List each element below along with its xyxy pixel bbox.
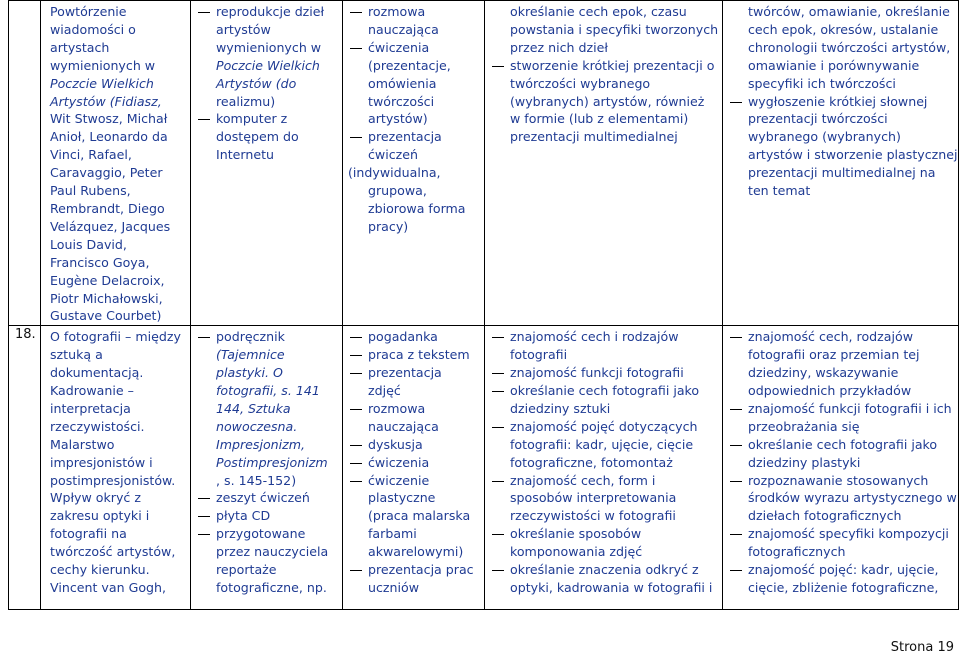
text-line: (praca malarska	[368, 508, 471, 524]
text-line: wybranego (wybranych)	[748, 129, 901, 145]
text-line: fotografii, s. 141	[216, 383, 320, 399]
text-line: Wpływ okryć z	[50, 490, 141, 506]
materials-list	[196, 328, 337, 597]
bullet-item: przygotowane	[196, 525, 337, 543]
text-line: Gustave Courbet)	[50, 308, 162, 324]
text-line: cechy kierunku.	[50, 562, 150, 578]
text-line: dziełach fotograficznych	[748, 508, 902, 524]
text-line: postimpresjonistów.	[50, 472, 176, 488]
text-line: Francisco Goya,	[50, 254, 150, 270]
text-line: prezentacji multimedialnej na	[748, 165, 936, 181]
skills-list	[490, 328, 717, 597]
text-line: specyfiki ich twórczości	[748, 75, 896, 91]
curriculum-table	[8, 0, 959, 610]
skills-cell	[485, 1, 723, 326]
text-line: cech epok, okresów, ustalanie	[748, 21, 939, 37]
text-line: Poczcie Wielkich	[50, 75, 154, 91]
outcomes-cell	[723, 326, 959, 610]
page-number: Strona 19	[890, 640, 954, 655]
text-line: rzeczywistości.	[50, 418, 145, 434]
text-line: (wybranych) artystów, również	[510, 93, 705, 109]
text-line: realizmu)	[216, 93, 276, 109]
text-line: Paul Rubens,	[50, 183, 131, 199]
text-line: Impresjonizm,	[216, 436, 306, 452]
bullet-item: określanie cech fotografii jako	[490, 382, 717, 400]
text-line: dziedziny plastyki	[748, 454, 861, 470]
text-line: ćwiczeń	[368, 147, 418, 163]
number-cell	[9, 326, 41, 610]
text-line: (prezentacje,	[368, 57, 451, 73]
text-line: przez nich dzieł	[510, 39, 608, 55]
text-line: omówienia	[368, 75, 437, 91]
text-line: (Tajemnice	[216, 347, 285, 363]
table-row	[9, 326, 959, 610]
text-line: twórców, omawianie, określanie	[748, 4, 950, 19]
bullet-item: płyta CD	[196, 507, 337, 525]
text-line: dziedziny, wskazywanie	[748, 365, 899, 381]
bullet-item: komputer z	[196, 110, 337, 128]
bullet-item: określanie sposobów	[490, 525, 717, 543]
bullet-item: rozmowa	[348, 3, 479, 21]
text-line: plastyczne	[368, 490, 436, 506]
text-line: dokumentacją.	[50, 365, 144, 381]
methods-cell	[343, 326, 485, 610]
text-line: Malarstwo	[50, 436, 115, 452]
topic-cell	[41, 1, 191, 326]
text-line: fotograficzne, fotomontaż	[510, 454, 673, 470]
text-line: artystach	[50, 39, 110, 55]
bullet-item: znajomość cech i rodzajów	[490, 328, 717, 346]
bullet-item: znajomość cech, form i	[490, 472, 717, 490]
text-line: sposobów interpretowania	[510, 490, 677, 506]
bullet-item: prezentacja prac	[348, 561, 479, 579]
text-line: fotografii na	[50, 526, 127, 542]
text-line: 144, Sztuka	[216, 400, 291, 416]
text-line: akwarelowymi)	[368, 544, 464, 560]
bullet-item: znajomość funkcji fotografii i ich	[728, 400, 953, 418]
text-line: Powtórzenie	[50, 4, 127, 19]
row-number: 18.	[15, 327, 36, 343]
text-line: Louis David,	[50, 236, 127, 252]
text-line: dziedziny sztuki	[510, 400, 611, 416]
text-line: nauczająca	[368, 418, 439, 434]
topic-text	[46, 328, 185, 597]
bullet-item: określanie cech fotografii jako	[728, 436, 953, 454]
text-line: Artystów (Fidiasz,	[50, 93, 162, 109]
text-line: ten temat	[748, 183, 811, 199]
text-line: Anioł, Leonardo da	[50, 129, 168, 145]
text-line: artystów i stworzenie plastycznej	[748, 147, 958, 163]
bullet-item: znajomość cech, rodzajów	[728, 328, 953, 346]
text-line: Piotr Michałowski,	[50, 290, 163, 306]
text-line: pracy)	[368, 218, 409, 234]
topic-text	[46, 3, 185, 325]
bullet-item: znajomość funkcji fotografii	[490, 364, 717, 382]
bullet-item: dyskusja	[348, 436, 479, 454]
text-line: Artystów (do	[216, 75, 297, 91]
bullet-item: praca z tekstem	[348, 346, 479, 364]
text-line: twórczość artystów,	[50, 544, 176, 560]
text-line: odpowiednich przykładów	[748, 383, 912, 399]
number-cell	[9, 1, 41, 326]
bullet-item: prezentacja	[348, 364, 479, 382]
bullet-item: ćwiczenia	[348, 454, 479, 472]
text-line: powstania i specyfiki tworzonych	[510, 21, 719, 37]
bullet-item: znajomość specyfiki kompozycji	[728, 525, 953, 543]
text-line: optyki, kadrowania w fotografii i	[510, 580, 713, 595]
bullet-item: znajomość pojęć dotyczących	[490, 418, 717, 436]
text-line: impresjonistów i	[50, 454, 153, 470]
text-line: sztuką a	[50, 347, 103, 363]
text-line: farbami	[368, 526, 417, 542]
bullet-item: ćwiczenia	[348, 39, 479, 57]
bullet-item: rozpoznawanie stosowanych	[728, 472, 953, 490]
text-line: przez nauczyciela	[216, 544, 329, 560]
methods-list	[348, 328, 479, 597]
text-line: artystów)	[368, 111, 428, 127]
bullet-item: prezentacja	[348, 128, 479, 146]
text-line: zbiorowa forma	[368, 200, 466, 216]
text-line: uczniów	[368, 580, 420, 595]
text-line: prezentacji multimedialnej	[510, 129, 678, 145]
materials-cell	[191, 326, 343, 610]
table-row	[9, 1, 959, 326]
text-line: artystów	[216, 21, 271, 37]
text-line: chronologii twórczości artystów,	[748, 39, 951, 55]
text-line: fotografii: kadr, ujęcie, cięcie	[510, 436, 694, 452]
methods-list	[348, 3, 479, 236]
text-line: Velázquez, Jacques	[50, 218, 171, 234]
outcomes-list	[728, 3, 958, 200]
bullet-item: określanie znaczenia odkryć z	[490, 561, 717, 579]
text-line: Caravaggio, Peter	[50, 165, 163, 181]
text-line: (indywidualna,	[348, 165, 441, 181]
text-line: Eugène Delacroix,	[50, 272, 165, 288]
bullet-item: znajomość pojęć: kadr, ujęcie,	[728, 561, 953, 579]
text-line: Rembrandt, Diego	[50, 200, 165, 216]
text-line: fotografii	[510, 347, 568, 363]
bullet-item: rozmowa	[348, 400, 479, 418]
text-line: wymienionych w	[50, 57, 156, 73]
text-line: Vincent van Gogh,	[50, 580, 167, 595]
text-line: środków wyrazu artystycznego w	[748, 490, 957, 506]
text-line: plastyki. O	[216, 365, 283, 381]
materials-cell	[191, 1, 343, 326]
text-line: reportaże	[216, 562, 277, 578]
bullet-item: podręcznik	[196, 328, 337, 346]
skills-list	[490, 3, 717, 146]
text-line: twórczości	[368, 93, 435, 109]
text-line: rzeczywistości w fotografii	[510, 508, 676, 524]
text-line: Vinci, Rafael,	[50, 147, 132, 163]
text-line: fotografii oraz przemian tej	[748, 347, 920, 363]
text-line: twórczości wybranego	[510, 75, 651, 91]
text-line: nauczająca	[368, 21, 439, 37]
materials-list	[196, 3, 337, 164]
bullet-item: wygłoszenie krótkiej słownej	[728, 93, 953, 111]
text-line: Wit Stwosz, Michał	[50, 111, 168, 127]
text-line: w formie (lub z elementami)	[510, 111, 689, 127]
text-line: nowoczesna.	[216, 418, 298, 434]
outcomes-list	[728, 328, 957, 597]
outcomes-cell	[723, 1, 959, 326]
skills-cell	[485, 326, 723, 610]
text-line: cięcie, zbliżenie fotograficzne,	[748, 580, 939, 595]
text-line: Postimpresjonizm	[216, 454, 328, 470]
text-line: , s. 145-152)	[216, 472, 297, 488]
text-line: fotograficzne, np.	[216, 580, 327, 595]
text-line: Poczcie Wielkich	[216, 57, 320, 73]
text-line: przeobrażania się	[748, 418, 860, 434]
text-line: zdjęć	[368, 383, 401, 399]
methods-cell	[343, 1, 485, 326]
text-line: określanie cech epok, czasu	[510, 4, 687, 19]
bullet-item: stworzenie krótkiej prezentacji o	[490, 57, 717, 75]
text-line: wymienionych w	[216, 39, 322, 55]
bullet-item: zeszyt ćwiczeń	[196, 489, 337, 507]
bullet-item: ćwiczenie	[348, 472, 479, 490]
text-line: prezentacji twórczości	[748, 111, 888, 127]
bullet-item: reprodukcje dzieł	[196, 3, 337, 21]
text-line: fotograficznych	[748, 544, 846, 560]
text-line: dostępem do	[216, 129, 299, 145]
topic-cell	[41, 326, 191, 610]
text-line: Kadrowanie –	[50, 383, 134, 399]
bullet-item: pogadanka	[348, 328, 479, 346]
text-line: zakresu optyki i	[50, 508, 150, 524]
text-line: komponowania zdjęć	[510, 544, 643, 560]
text-line: grupowa,	[368, 183, 427, 199]
text-line: wiadomości o	[50, 21, 136, 37]
text-line: omawianie i porównywanie	[748, 57, 920, 73]
text-line: Internetu	[216, 147, 274, 163]
text-line: interpretacja	[50, 400, 131, 416]
text-line: O fotografii – między	[50, 329, 181, 345]
